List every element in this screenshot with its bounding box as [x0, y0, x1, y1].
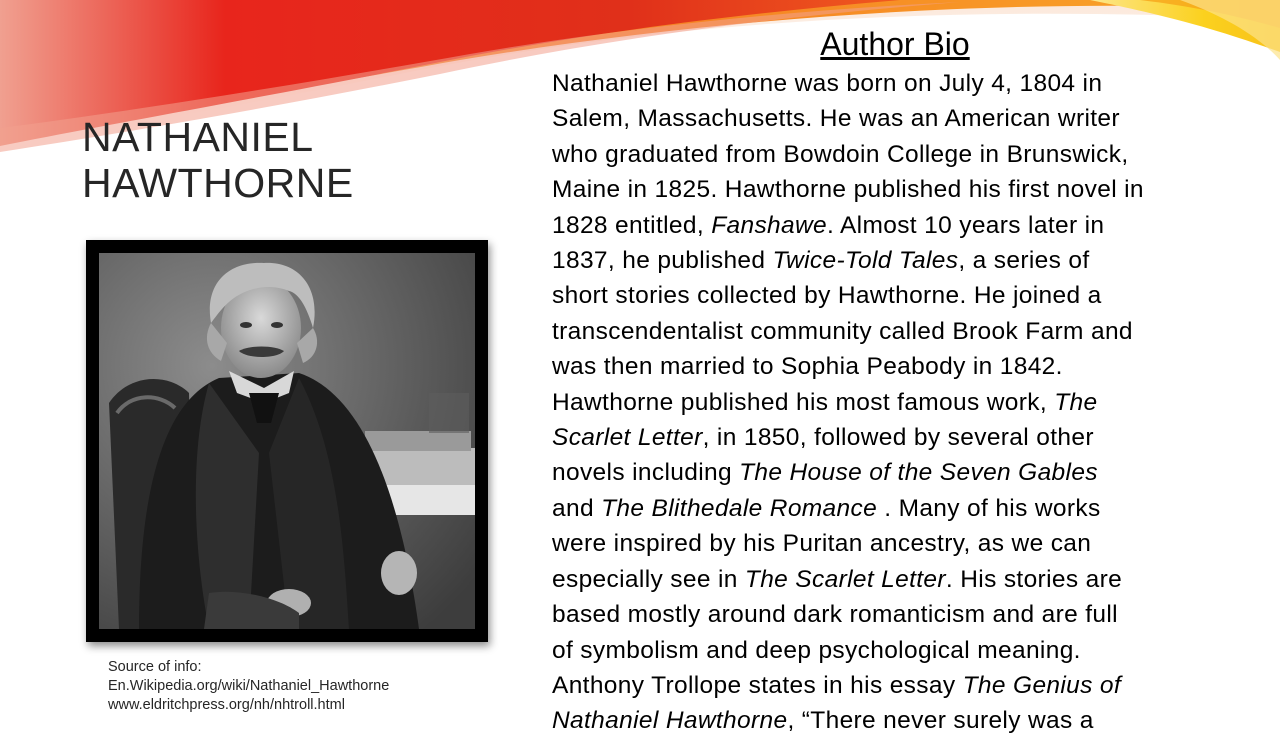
bio-line — [552, 385, 1252, 420]
bio-line — [552, 314, 1252, 349]
bio-line — [552, 208, 1252, 243]
bio-line — [552, 633, 1252, 668]
bio-italic-title: Scarlet Letter — [552, 424, 703, 452]
bio-text-run: transcendentalist community called Brook Farm and — [552, 317, 1133, 345]
bio-line — [552, 66, 1252, 101]
bio-text-run: . Many of his works — [877, 494, 1101, 522]
bio-text-run: were inspired by his Puritan ancestry, as we can — [552, 530, 1092, 558]
bio-text-run: was then married to Sophia Peabody in 1842. — [552, 353, 1063, 381]
bio-text-run: who graduated from Bowdoin College in Brunswick, — [552, 140, 1129, 168]
slide-title-line-1: NATHANIEL — [82, 114, 314, 160]
bio-text-run: based mostly around dark romanticism and are full — [552, 601, 1118, 629]
bio-text-run: Maine in 1825. Hawthorne published his first novel in — [552, 176, 1144, 204]
bio-line — [552, 526, 1252, 561]
bio-text-run: Salem, Massachusetts. He was an American writer — [552, 105, 1120, 133]
bio-italic-title: The Genius of — [962, 671, 1122, 699]
bio-text-run: . His stories are — [945, 565, 1123, 593]
bio-text-run: Anthony Trollope states in his essay — [552, 671, 963, 699]
bio-line — [552, 703, 1252, 738]
bio-heading: Author Bio — [820, 26, 970, 62]
bio-text-run: , “There never surely was a — [787, 707, 1094, 735]
bio-italic-title: Twice-Told Tales — [772, 247, 959, 275]
author-bio — [552, 24, 1252, 739]
bio-italic-title: The Scarlet Letter — [744, 565, 946, 593]
bio-text-run: 1837, he published — [552, 247, 773, 275]
bio-line — [552, 597, 1252, 632]
source-label: Source of info: — [108, 659, 202, 675]
bio-italic-title: Fanshawe — [711, 211, 828, 239]
bio-line — [552, 420, 1252, 455]
bio-line — [552, 101, 1252, 136]
bio-italic-title: The House of the Seven Gables — [739, 459, 1098, 487]
source-link-wikipedia[interactable]: En.Wikipedia.org/wiki/Nathaniel_Hawthorne — [108, 678, 390, 694]
bio-line — [552, 668, 1252, 703]
bio-text-run: and — [552, 494, 602, 522]
slide-title-line-2: HAWTHORNE — [82, 160, 354, 206]
bio-line — [552, 243, 1252, 278]
bio-text-run: 1828 entitled, — [552, 211, 712, 239]
bio-line — [552, 491, 1252, 526]
bio-line — [552, 349, 1252, 384]
bio-italic-title: The — [1054, 388, 1098, 416]
slide-title — [82, 114, 502, 206]
author-portrait — [86, 240, 488, 642]
bio-line — [552, 278, 1252, 313]
bio-paragraph — [552, 66, 1252, 739]
bio-text-run: Hawthorne published his most famous work, — [552, 388, 1055, 416]
bio-text-run: novels including — [552, 459, 740, 487]
bio-text-run: Nathaniel Hawthorne was born on July 4, 1804 in — [552, 70, 1103, 97]
bio-text-run: , in 1850, followed by several other — [702, 424, 1094, 452]
bio-text-run: short stories collected by Hawthorne. He joined a — [552, 282, 1102, 310]
bio-text-run: of symbolism and deep psychological meaning. — [552, 636, 1081, 664]
source-note — [108, 658, 508, 715]
bio-italic-title: The Blithedale Romance — [601, 494, 878, 522]
bio-text-run: especially see in — [552, 565, 745, 593]
bio-line — [552, 562, 1252, 597]
bio-line — [552, 137, 1252, 172]
bio-text-run: , a series of — [958, 247, 1090, 275]
author-portrait-image — [99, 253, 475, 629]
bio-line — [552, 455, 1252, 490]
bio-italic-title: Nathaniel Hawthorne — [552, 707, 788, 735]
source-link-eldritchpress[interactable]: www.eldritchpress.org/nh/nhtroll.html — [108, 697, 345, 713]
bio-text-run: . Almost 10 years later in — [827, 211, 1105, 239]
bio-line — [552, 172, 1252, 207]
